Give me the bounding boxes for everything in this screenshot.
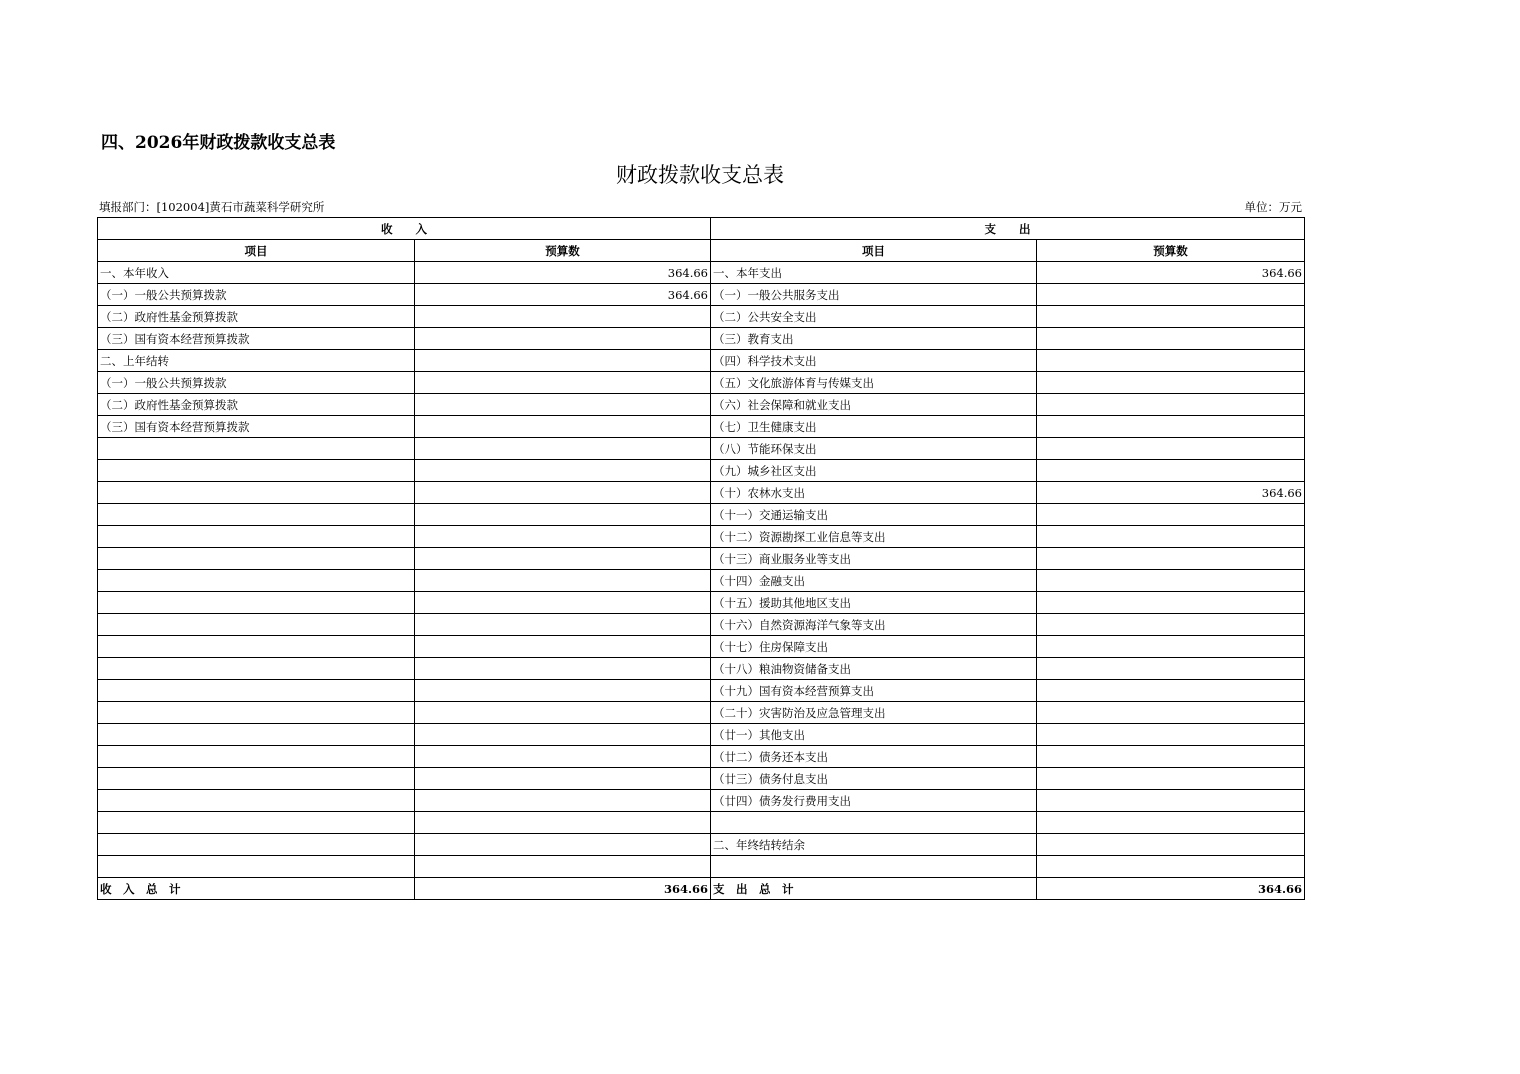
table-row xyxy=(98,526,1305,548)
income-value-cell xyxy=(415,834,711,856)
income-item-cell xyxy=(98,856,415,878)
table-row xyxy=(98,724,1305,746)
section-title: 四、2026年财政拨款收支总表 xyxy=(101,133,336,153)
income-item-cell xyxy=(98,526,415,548)
expense-item-cell: （十四）金融支出 xyxy=(711,570,1037,592)
table-body xyxy=(98,262,1305,878)
income-value-cell xyxy=(415,724,711,746)
income-total-label: 收 入 总 计 xyxy=(98,878,415,900)
table-row xyxy=(98,812,1305,834)
expense-header: 支 出 xyxy=(711,218,1305,240)
expense-value-cell xyxy=(1037,570,1305,592)
table-row xyxy=(98,856,1305,878)
expense-item-cell: （三）教育支出 xyxy=(711,328,1037,350)
expense-item-cell: （二十）灾害防治及应急管理支出 xyxy=(711,702,1037,724)
expense-value-cell xyxy=(1037,812,1305,834)
income-item-cell xyxy=(98,482,415,504)
income-value-cell xyxy=(415,790,711,812)
expense-value-cell: 364.66 xyxy=(1037,262,1305,284)
table-row xyxy=(98,592,1305,614)
table-row xyxy=(98,350,1305,372)
income-value-cell xyxy=(415,438,711,460)
expense-item-cell: （四）科学技术支出 xyxy=(711,350,1037,372)
income-value-cell xyxy=(415,350,711,372)
expense-value-cell xyxy=(1037,724,1305,746)
income-value-cell xyxy=(415,416,711,438)
expense-value-cell xyxy=(1037,614,1305,636)
expense-item-header: 项目 xyxy=(711,240,1037,262)
expense-item-cell: （廿一）其他支出 xyxy=(711,724,1037,746)
expense-value-cell xyxy=(1037,306,1305,328)
table-row xyxy=(98,394,1305,416)
income-item-cell: 二、上年结转 xyxy=(98,350,415,372)
expense-item-cell: （十三）商业服务业等支出 xyxy=(711,548,1037,570)
department-label: 填报部门：[102004]黄石市蔬菜科学研究所 xyxy=(99,200,325,214)
table-row xyxy=(98,284,1305,306)
expense-item-cell: （廿四）债务发行费用支出 xyxy=(711,790,1037,812)
income-value-cell xyxy=(415,614,711,636)
table-row xyxy=(98,460,1305,482)
expense-item-cell: （十九）国有资本经营预算支出 xyxy=(711,680,1037,702)
income-item-cell xyxy=(98,724,415,746)
income-value-cell xyxy=(415,768,711,790)
income-item-cell: （三）国有资本经营预算拨款 xyxy=(98,416,415,438)
income-item-cell: （二）政府性基金预算拨款 xyxy=(98,394,415,416)
table-row xyxy=(98,504,1305,526)
income-value-cell xyxy=(415,306,711,328)
table-row xyxy=(98,372,1305,394)
expense-value-cell xyxy=(1037,768,1305,790)
unit-label: 单位：万元 xyxy=(1244,200,1302,214)
expense-item-cell: 一、本年支出 xyxy=(711,262,1037,284)
income-item-cell xyxy=(98,834,415,856)
expense-value-cell xyxy=(1037,526,1305,548)
income-item-header: 项目 xyxy=(98,240,415,262)
expense-value-cell xyxy=(1037,834,1305,856)
expense-item-cell: （廿三）债务付息支出 xyxy=(711,768,1037,790)
income-item-cell xyxy=(98,812,415,834)
group-header-row xyxy=(98,218,1305,240)
expense-item-cell: （十八）粮油物资储备支出 xyxy=(711,658,1037,680)
income-value-cell xyxy=(415,570,711,592)
page-title: 财政拨款收支总表 xyxy=(616,163,784,187)
meta-row xyxy=(99,198,1302,216)
expense-value-cell xyxy=(1037,702,1305,724)
income-item-cell xyxy=(98,680,415,702)
expense-total-value: 364.66 xyxy=(1037,878,1305,900)
income-total-value: 364.66 xyxy=(415,878,711,900)
income-value-cell xyxy=(415,548,711,570)
table-row xyxy=(98,702,1305,724)
expense-value-cell xyxy=(1037,548,1305,570)
income-value-cell xyxy=(415,812,711,834)
table-row xyxy=(98,548,1305,570)
expense-item-cell: （七）卫生健康支出 xyxy=(711,416,1037,438)
income-header: 收 入 xyxy=(98,218,711,240)
income-item-cell: （一）一般公共预算拨款 xyxy=(98,372,415,394)
table-row xyxy=(98,834,1305,856)
table-row xyxy=(98,746,1305,768)
table-row xyxy=(98,262,1305,284)
total-row xyxy=(98,878,1305,900)
income-item-cell xyxy=(98,592,415,614)
expense-value-cell xyxy=(1037,416,1305,438)
expense-item-cell: （十五）援助其他地区支出 xyxy=(711,592,1037,614)
expense-value-cell xyxy=(1037,460,1305,482)
expense-value-cell xyxy=(1037,680,1305,702)
expense-item-cell: （廿二）债务还本支出 xyxy=(711,746,1037,768)
expense-item-cell: （八）节能环保支出 xyxy=(711,438,1037,460)
expense-value-cell xyxy=(1037,504,1305,526)
expense-value-cell xyxy=(1037,790,1305,812)
income-value-cell xyxy=(415,504,711,526)
income-value-cell xyxy=(415,460,711,482)
income-item-cell xyxy=(98,658,415,680)
expense-item-cell: （九）城乡社区支出 xyxy=(711,460,1037,482)
table-row xyxy=(98,790,1305,812)
expense-item-cell: （一）一般公共服务支出 xyxy=(711,284,1037,306)
income-item-cell: （二）政府性基金预算拨款 xyxy=(98,306,415,328)
income-value-cell xyxy=(415,526,711,548)
budget-table xyxy=(97,217,1305,900)
column-header-row xyxy=(98,240,1305,262)
expense-budget-header: 预算数 xyxy=(1037,240,1305,262)
income-item-cell xyxy=(98,460,415,482)
table-row xyxy=(98,570,1305,592)
table-row xyxy=(98,768,1305,790)
expense-value-cell xyxy=(1037,658,1305,680)
income-item-cell xyxy=(98,438,415,460)
expense-item-cell xyxy=(711,812,1037,834)
table-row xyxy=(98,328,1305,350)
income-item-cell xyxy=(98,570,415,592)
income-value-cell: 364.66 xyxy=(415,284,711,306)
income-value-cell xyxy=(415,658,711,680)
table-row xyxy=(98,416,1305,438)
expense-value-cell xyxy=(1037,394,1305,416)
income-item-cell xyxy=(98,702,415,724)
income-value-cell xyxy=(415,702,711,724)
expense-value-cell xyxy=(1037,372,1305,394)
income-item-cell xyxy=(98,790,415,812)
income-item-cell xyxy=(98,614,415,636)
expense-item-cell: （十二）资源勘探工业信息等支出 xyxy=(711,526,1037,548)
expense-value-cell xyxy=(1037,636,1305,658)
income-item-cell xyxy=(98,636,415,658)
income-budget-header: 预算数 xyxy=(415,240,711,262)
income-value-cell xyxy=(415,328,711,350)
income-value-cell xyxy=(415,636,711,658)
income-item-cell: （三）国有资本经营预算拨款 xyxy=(98,328,415,350)
income-value-cell xyxy=(415,592,711,614)
expense-item-cell: （十一）交通运输支出 xyxy=(711,504,1037,526)
expense-value-cell xyxy=(1037,328,1305,350)
income-item-cell xyxy=(98,768,415,790)
income-value-cell xyxy=(415,680,711,702)
expense-item-cell: （五）文化旅游体育与传媒支出 xyxy=(711,372,1037,394)
expense-total-label: 支 出 总 计 xyxy=(711,878,1037,900)
expense-value-cell xyxy=(1037,592,1305,614)
table-row xyxy=(98,438,1305,460)
income-value-cell xyxy=(415,394,711,416)
expense-value-cell xyxy=(1037,438,1305,460)
expense-item-cell: （六）社会保障和就业支出 xyxy=(711,394,1037,416)
expense-item-cell: （二）公共安全支出 xyxy=(711,306,1037,328)
income-item-cell xyxy=(98,548,415,570)
expense-item-cell: （十六）自然资源海洋气象等支出 xyxy=(711,614,1037,636)
expense-value-cell xyxy=(1037,746,1305,768)
income-value-cell xyxy=(415,856,711,878)
table-row xyxy=(98,482,1305,504)
expense-value-cell xyxy=(1037,856,1305,878)
income-item-cell: 一、本年收入 xyxy=(98,262,415,284)
expense-value-cell xyxy=(1037,284,1305,306)
income-value-cell xyxy=(415,372,711,394)
expense-item-cell: （十）农林水支出 xyxy=(711,482,1037,504)
table-row xyxy=(98,614,1305,636)
table-row xyxy=(98,680,1305,702)
expense-value-cell xyxy=(1037,350,1305,372)
expense-item-cell xyxy=(711,856,1037,878)
income-item-cell xyxy=(98,746,415,768)
income-item-cell xyxy=(98,504,415,526)
income-item-cell: （一）一般公共预算拨款 xyxy=(98,284,415,306)
income-value-cell xyxy=(415,482,711,504)
table-row xyxy=(98,636,1305,658)
expense-value-cell: 364.66 xyxy=(1037,482,1305,504)
income-value-cell: 364.66 xyxy=(415,262,711,284)
expense-item-cell: 二、年终结转结余 xyxy=(711,834,1037,856)
table-row xyxy=(98,306,1305,328)
income-value-cell xyxy=(415,746,711,768)
table-row xyxy=(98,658,1305,680)
expense-item-cell: （十七）住房保障支出 xyxy=(711,636,1037,658)
